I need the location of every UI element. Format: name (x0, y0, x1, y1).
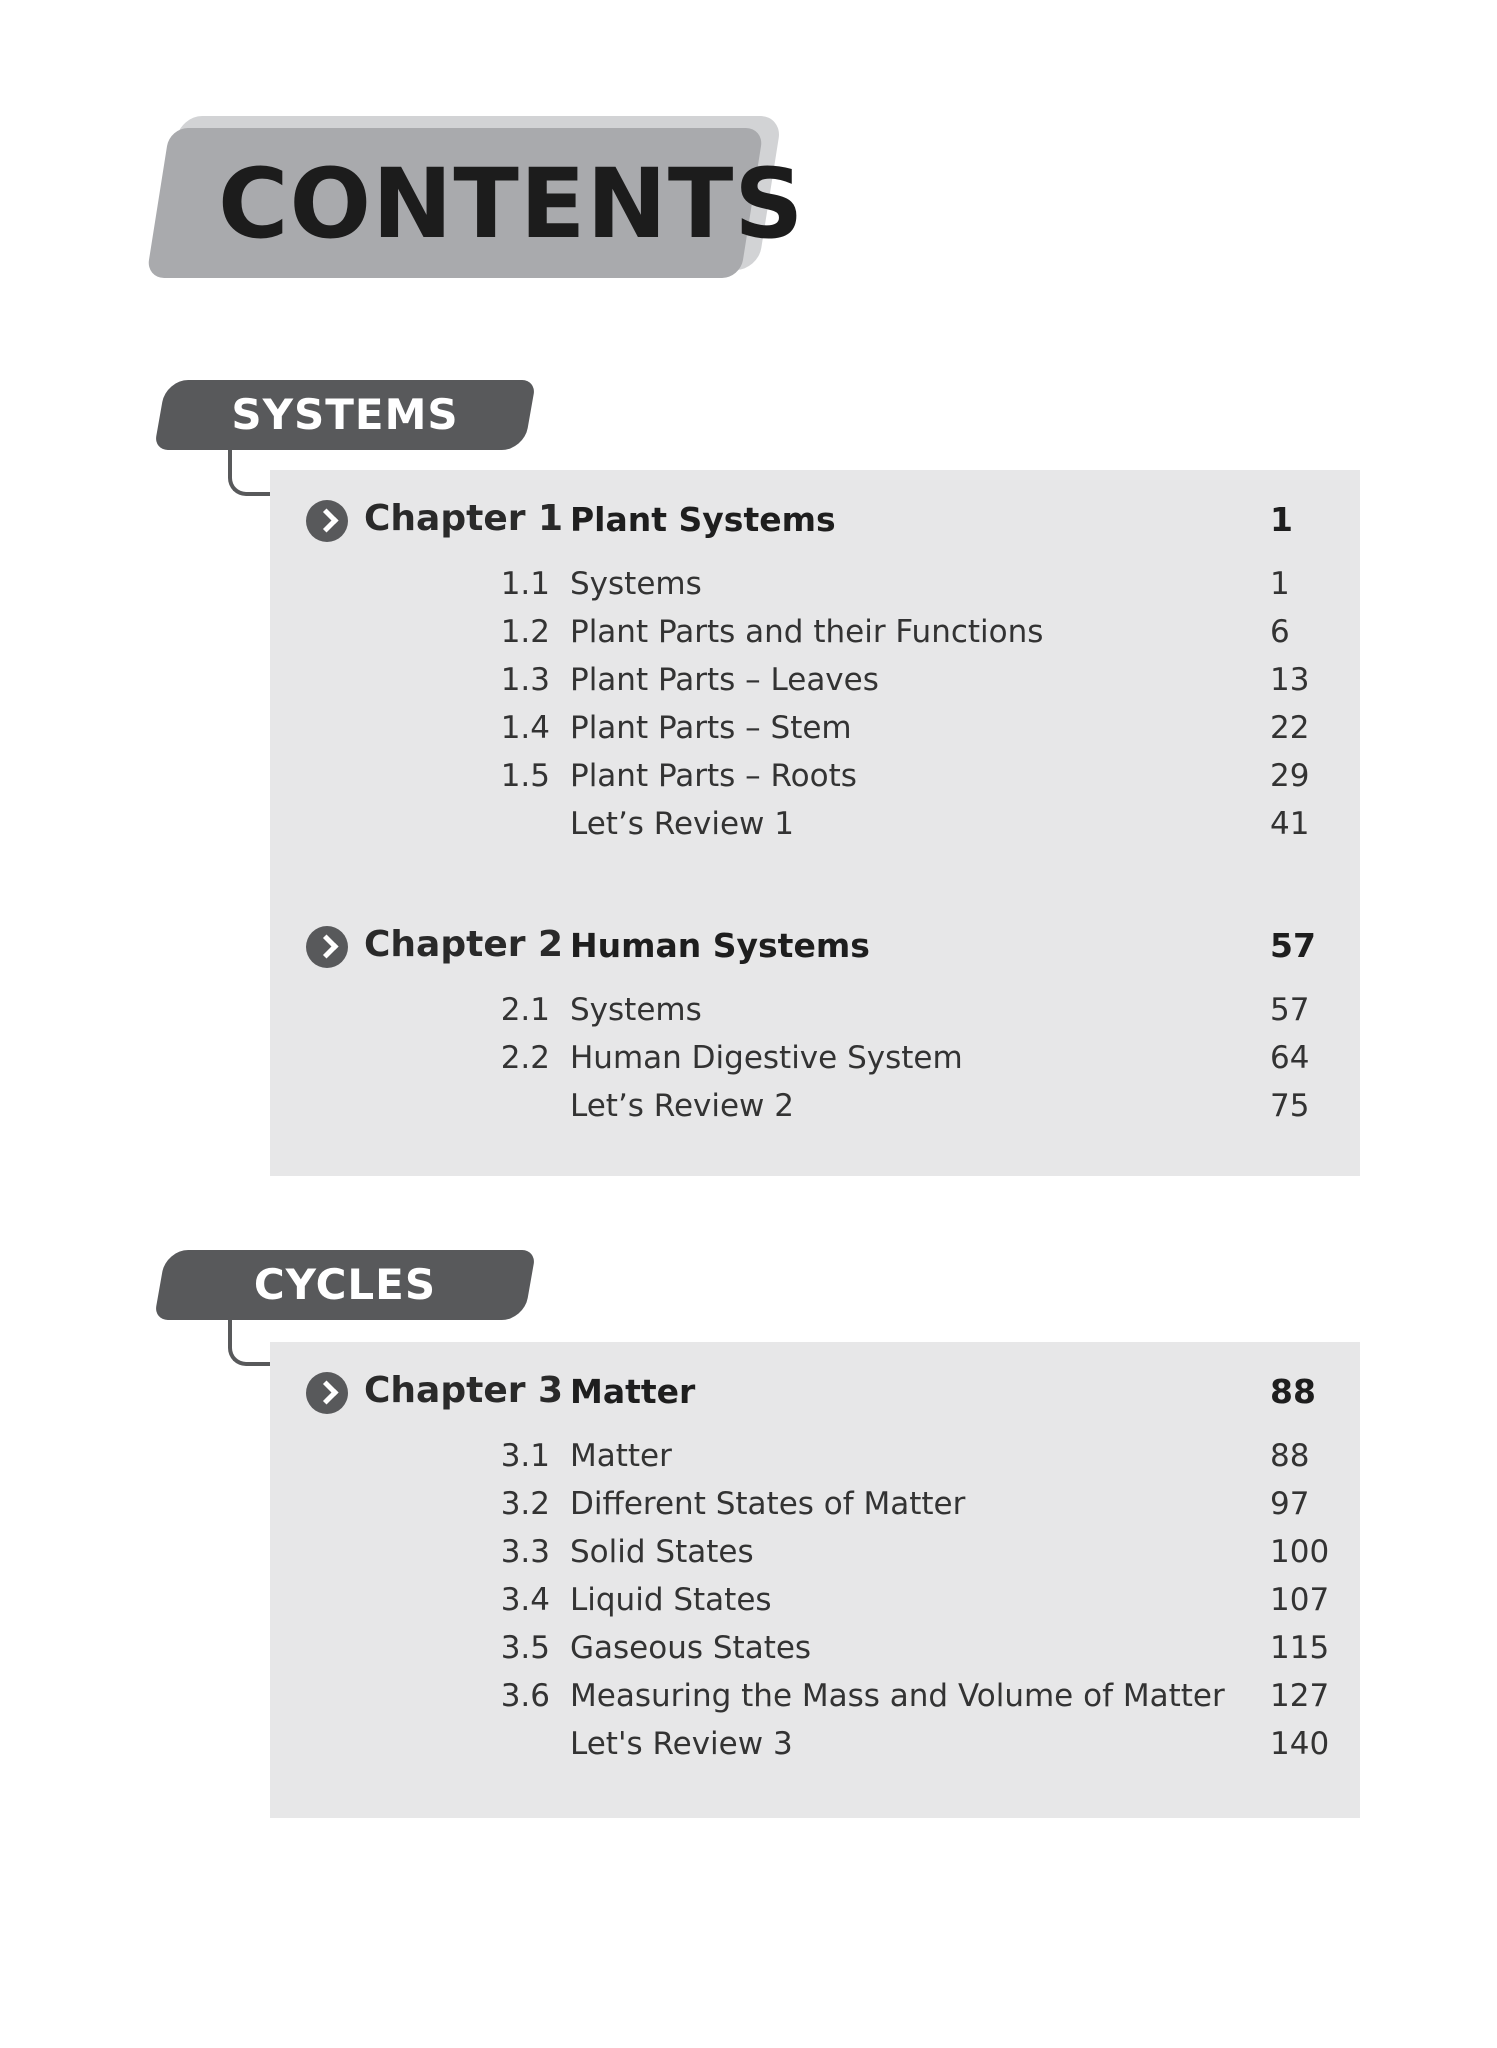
toc-item[interactable] (270, 1578, 1360, 1622)
item-page: 107 (1270, 1582, 1330, 1618)
item-title: Let's Review 3 (570, 1726, 793, 1762)
item-page: 41 (1270, 806, 1310, 842)
item-title: Systems (570, 566, 702, 602)
chapter-label: Chapter 2 (364, 924, 564, 965)
item-page: 22 (1270, 710, 1310, 746)
page-title: CONTENTS (218, 148, 805, 260)
item-title: Plant Parts – Stem (570, 710, 852, 746)
item-title: Gaseous States (570, 1630, 812, 1666)
chapter-page: 1 (1270, 500, 1293, 539)
toc-item[interactable] (270, 706, 1360, 750)
item-number: 3.3 (500, 1534, 550, 1570)
item-number: 2.2 (500, 1040, 550, 1076)
chapter-row[interactable] (270, 492, 1360, 548)
section-panel-cycles (270, 1342, 1360, 1818)
chevron-right-icon (306, 500, 348, 542)
section-tab-cycles (160, 1250, 530, 1320)
item-title: Matter (570, 1438, 672, 1474)
item-title: Measuring the Mass and Volume of Matter (570, 1678, 1225, 1714)
item-page: 6 (1270, 614, 1290, 650)
chapter-row[interactable] (270, 1364, 1360, 1420)
chapter-title: Matter (570, 1372, 696, 1411)
item-number: 1.3 (500, 662, 550, 698)
chapter-page: 88 (1270, 1372, 1316, 1411)
item-number: 3.6 (500, 1678, 550, 1714)
item-number: 3.1 (500, 1438, 550, 1474)
chapter-label: Chapter 3 (364, 1370, 564, 1411)
item-page: 75 (1270, 1088, 1310, 1124)
item-page: 115 (1270, 1630, 1330, 1666)
item-number: 2.1 (500, 992, 550, 1028)
item-title: Let’s Review 2 (570, 1088, 794, 1124)
toc-item[interactable] (270, 610, 1360, 654)
section-connector (228, 1318, 272, 1366)
chapter-title: Plant Systems (570, 500, 836, 539)
toc-item[interactable] (270, 1434, 1360, 1478)
toc-item[interactable] (270, 1674, 1360, 1718)
item-title: Plant Parts – Leaves (570, 662, 879, 698)
section-label: SYSTEMS (231, 390, 459, 439)
toc-item[interactable] (270, 562, 1360, 606)
item-page: 13 (1270, 662, 1310, 698)
toc-item[interactable] (270, 1626, 1360, 1670)
toc-item[interactable] (270, 754, 1360, 798)
section-panel-systems (270, 470, 1360, 1176)
item-page: 140 (1270, 1726, 1330, 1762)
chevron-right-icon (306, 1372, 348, 1414)
item-title: Let’s Review 1 (570, 806, 794, 842)
toc-item[interactable] (270, 1722, 1360, 1766)
item-number: 3.5 (500, 1630, 550, 1666)
chapter-row[interactable] (270, 918, 1360, 974)
section-tab-systems (160, 380, 530, 450)
item-title: Human Digestive System (570, 1040, 963, 1076)
section-label: CYCLES (253, 1260, 437, 1309)
chapter-label: Chapter 1 (364, 498, 564, 539)
item-title: Plant Parts – Roots (570, 758, 857, 794)
toc-item[interactable] (270, 1530, 1360, 1574)
toc-item[interactable] (270, 1084, 1360, 1128)
toc-item[interactable] (270, 988, 1360, 1032)
item-number: 1.5 (500, 758, 550, 794)
item-title: Liquid States (570, 1582, 772, 1618)
item-page: 97 (1270, 1486, 1310, 1522)
item-title: Plant Parts and their Functions (570, 614, 1044, 650)
item-page: 64 (1270, 1040, 1310, 1076)
chevron-right-icon (306, 926, 348, 968)
section-connector (228, 448, 272, 496)
item-number: 3.2 (500, 1486, 550, 1522)
chapter-title: Human Systems (570, 926, 870, 965)
item-number: 1.4 (500, 710, 550, 746)
toc-item[interactable] (270, 802, 1360, 846)
item-page: 57 (1270, 992, 1310, 1028)
item-number: 1.2 (500, 614, 550, 650)
item-title: Systems (570, 992, 702, 1028)
toc-item[interactable] (270, 658, 1360, 702)
contents-banner (158, 116, 805, 278)
item-page: 88 (1270, 1438, 1310, 1474)
item-page: 29 (1270, 758, 1310, 794)
item-number: 1.1 (500, 566, 550, 602)
item-page: 1 (1270, 566, 1290, 602)
item-page: 127 (1270, 1678, 1330, 1714)
item-title: Different States of Matter (570, 1486, 966, 1522)
item-page: 100 (1270, 1534, 1330, 1570)
toc-item[interactable] (270, 1482, 1360, 1526)
item-number: 3.4 (500, 1582, 550, 1618)
item-title: Solid States (570, 1534, 754, 1570)
chapter-page: 57 (1270, 926, 1316, 965)
toc-item[interactable] (270, 1036, 1360, 1080)
